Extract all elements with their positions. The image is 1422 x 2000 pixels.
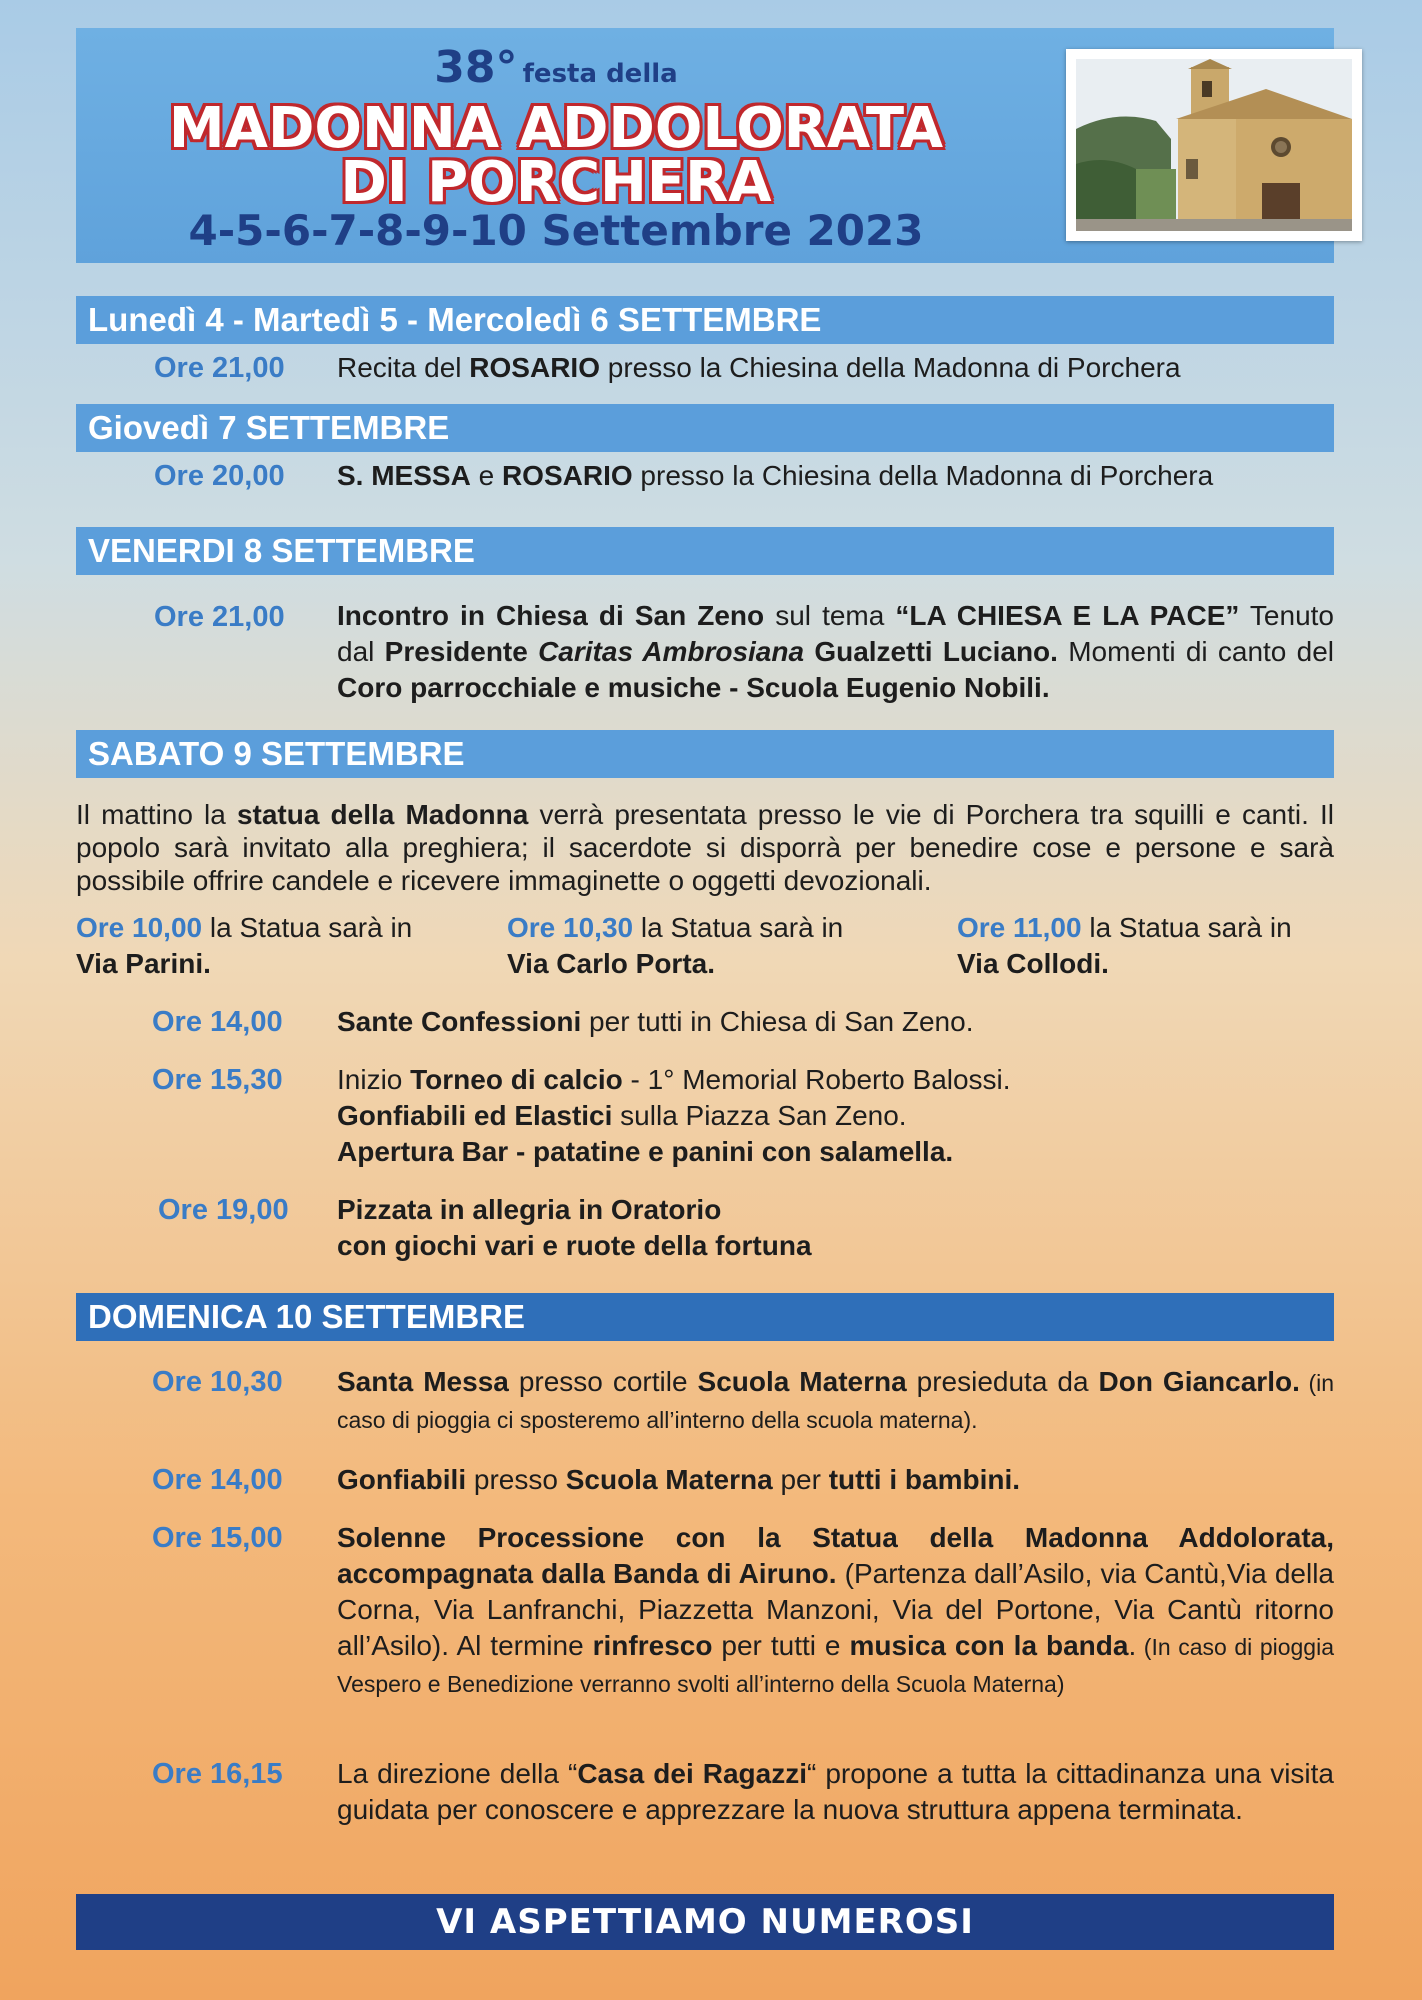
church-photo (1066, 49, 1362, 241)
street-stop-1: Ore 10,00 la Statua sarà in Via Parini. (76, 912, 413, 979)
event-description: Inizio Torneo di calcio - 1° Memorial Roberto Balossi. Gonfiabili ed Elastici sulla Piazza San Zeno. Apertura Bar - patatine e panini con salamella. (337, 1064, 1011, 1167)
event-time: Ore 19,00 (158, 1194, 289, 1226)
event-time: Ore 14,00 (152, 1464, 283, 1496)
event-time: Ore 16,15 (152, 1758, 283, 1790)
title-line-1: MADONNA ADDOLORATA (168, 96, 944, 161)
header-banner (76, 28, 1334, 263)
event-description: Santa Messa presso cortile Scuola Materna presieduta da Don Giancarlo. (in caso di pioggia ci sposteremo all’interno della scuola materna). (337, 1366, 1335, 1433)
festival-dates: 4-5-6-7-8-9-10 Settembre 2023 (188, 206, 924, 255)
street-stop-3: Ore 11,00 la Statua sarà in Via Collodi. (957, 912, 1292, 979)
event-description: Incontro in Chiesa di San Zeno sul tema “LA CHIESA E LA PACE” Tenuto dal Presidente Caritas Ambrosiana Gualzetti Luciano. Momenti di canto del Coro parrocchiale e musiche - Scuola Eugenio Nobili. (337, 600, 1335, 703)
saturday-intro: Il mattino la statua della Madonna verrà presentata presso le vie di Porchera tra squilli e canti. Il popolo sarà invitato alla preghiera; il sacerdote si disporrà per benedire cose e persone e sarà possibile offrire candele e ricevere immaginette o oggetti devozionali. (76, 799, 1335, 896)
event-description: Solenne Processione con la Statua della Madonna Addolorata, accompagnata dalla Banda di Airuno. (Partenza dall’Asilo, via Cantù,Via della Corna, Via Lanfranchi, Piazzetta Manzoni, Via del Portone, Via Cantù ritorno all’Asilo). Al termine rinfresco per tutti e musica con la banda. (In caso di pioggia Vespero e Benedizione verranno svolti all’interno della Scuola Materna) (337, 1522, 1334, 1697)
day-heading-4: SABATO 9 SETTEMBRE (76, 730, 1334, 778)
event-time: Ore 15,00 (152, 1522, 283, 1554)
day-heading-1: Lunedì 4 - Martedì 5 - Mercoledì 6 SETTEMBRE (76, 296, 1334, 344)
day-heading-5: DOMENICA 10 SETTEMBRE (76, 1293, 1334, 1341)
day-heading-2: Giovedì 7 SETTEMBRE (76, 404, 1334, 452)
edition-number: 38° (434, 42, 518, 93)
day-heading-3: VENERDI 8 SETTEMBRE (76, 527, 1334, 575)
street-stop-2: Ore 10,30 la Statua sarà in Via Carlo Porta. (507, 912, 844, 979)
event-time: Ore 21,00 (154, 352, 285, 384)
event-time: Ore 20,00 (154, 460, 285, 492)
event-time: Ore 10,30 (152, 1366, 283, 1398)
title-line-2: DI PORCHERA (340, 150, 772, 215)
event-time: Ore 14,00 (152, 1006, 283, 1038)
event-description: Pizzata in allegria in Oratorio con giochi vari e ruote della fortuna (337, 1194, 812, 1261)
event-description: La direzione della “Casa dei Ragazzi“ propone a tutta la cittadinanza una visita guidata per conoscere e apprezzare la nuova struttura appena terminata. (337, 1758, 1335, 1825)
event-description: Recita del ROSARIO presso la Chiesina della Madonna di Porchera (337, 352, 1181, 383)
event-description: Gonfiabili presso Scuola Materna per tutti i bambini. (337, 1464, 1021, 1495)
footer-banner: VI ASPETTIAMO NUMEROSI (76, 1894, 1334, 1950)
event-description: S. MESSA e ROSARIO presso la Chiesina della Madonna di Porchera (337, 460, 1214, 491)
event-description: Sante Confessioni per tutti in Chiesa di San Zeno. (337, 1006, 974, 1037)
church-image (1076, 59, 1352, 231)
edition-line (76, 42, 1036, 93)
event-time: Ore 15,30 (152, 1064, 283, 1096)
edition-text: festa della (522, 59, 678, 89)
event-time: Ore 21,00 (154, 601, 285, 633)
